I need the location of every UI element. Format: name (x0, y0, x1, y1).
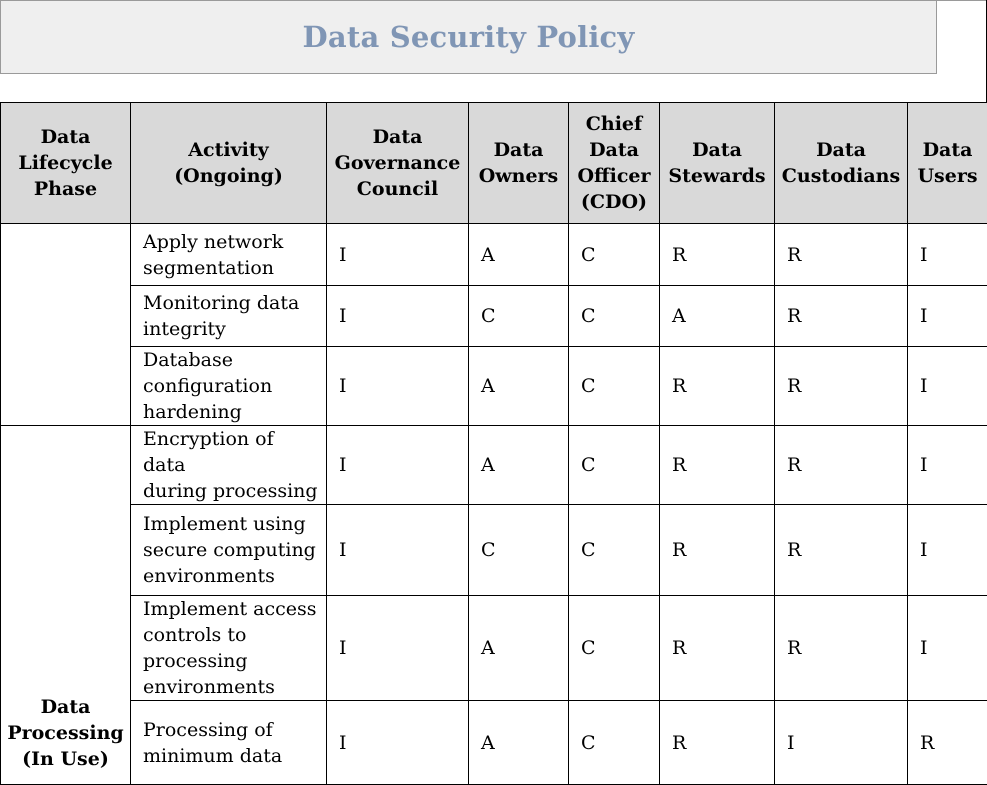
raci-cell: A (469, 596, 569, 701)
table-row (1, 701, 987, 785)
column-header-data-owners: Data Owners (469, 103, 569, 224)
activity-cell: Implement using secure computing environments (131, 505, 327, 596)
table-row (1, 347, 987, 426)
column-header-data-stewards: Data Stewards (660, 103, 775, 224)
activity-cell: Implement access controls to processing environments (131, 596, 327, 701)
activity-cell: Monitoring data integrity (131, 286, 327, 347)
raci-cell: R (660, 347, 775, 426)
page-title: Data Security Policy (303, 20, 635, 54)
raci-cell: I (908, 596, 987, 701)
header-row (1, 103, 987, 224)
table-row (1, 224, 987, 286)
raci-cell: R (660, 701, 775, 785)
column-header-governance-council: Data Governance Council (327, 103, 469, 224)
raci-cell: I (327, 596, 469, 701)
raci-cell: C (569, 224, 660, 286)
raci-cell: A (469, 426, 569, 505)
table-row (1, 426, 987, 505)
column-header-data-custodians: Data Custodians (775, 103, 908, 224)
raci-cell: R (908, 701, 987, 785)
title-banner (0, 0, 937, 74)
raci-cell: I (908, 224, 987, 286)
raci-cell: I (908, 347, 987, 426)
raci-cell: R (775, 505, 908, 596)
activity-cell: Processing of minimum data (131, 701, 327, 785)
raci-cell: I (327, 426, 469, 505)
activity-cell: Encryption of data during processing (131, 426, 327, 505)
activity-cell: Apply network segmentation (131, 224, 327, 286)
raci-cell: I (327, 701, 469, 785)
divider (937, 0, 986, 1)
raci-cell: A (660, 286, 775, 347)
table-row (1, 596, 987, 701)
raci-cell: I (908, 286, 987, 347)
raci-cell: R (775, 224, 908, 286)
raci-cell: C (569, 426, 660, 505)
raci-cell: C (569, 347, 660, 426)
raci-cell: C (469, 505, 569, 596)
raci-cell: C (569, 701, 660, 785)
raci-cell: A (469, 224, 569, 286)
raci-cell: C (569, 286, 660, 347)
raci-cell: C (569, 596, 660, 701)
raci-cell: I (327, 505, 469, 596)
phase-cell-processing: Data Processing (In Use) (1, 426, 131, 785)
column-header-cdo: Chief Data Officer (CDO) (569, 103, 660, 224)
raci-cell: I (327, 224, 469, 286)
raci-cell: I (327, 286, 469, 347)
raci-cell: R (775, 286, 908, 347)
raci-cell: I (908, 505, 987, 596)
raci-cell: R (775, 596, 908, 701)
raci-table (0, 102, 987, 785)
column-header-activity: Activity (Ongoing) (131, 103, 327, 224)
raci-cell: A (469, 701, 569, 785)
table-row (1, 286, 987, 347)
raci-cell: R (775, 426, 908, 505)
raci-cell: C (469, 286, 569, 347)
phase-cell-blank (1, 224, 131, 426)
column-header-data-users: Data Users (908, 103, 987, 224)
table-row (1, 505, 987, 596)
raci-cell: I (908, 426, 987, 505)
raci-cell: R (775, 347, 908, 426)
raci-cell: I (775, 701, 908, 785)
raci-cell: A (469, 347, 569, 426)
raci-cell: I (327, 347, 469, 426)
raci-cell: R (660, 224, 775, 286)
column-header-lifecycle-phase: Data Lifecycle Phase (1, 103, 131, 224)
raci-cell: R (660, 505, 775, 596)
raci-cell: R (660, 596, 775, 701)
raci-cell: R (660, 426, 775, 505)
raci-cell: C (569, 505, 660, 596)
activity-cell: Database configuration hardening (131, 347, 327, 426)
